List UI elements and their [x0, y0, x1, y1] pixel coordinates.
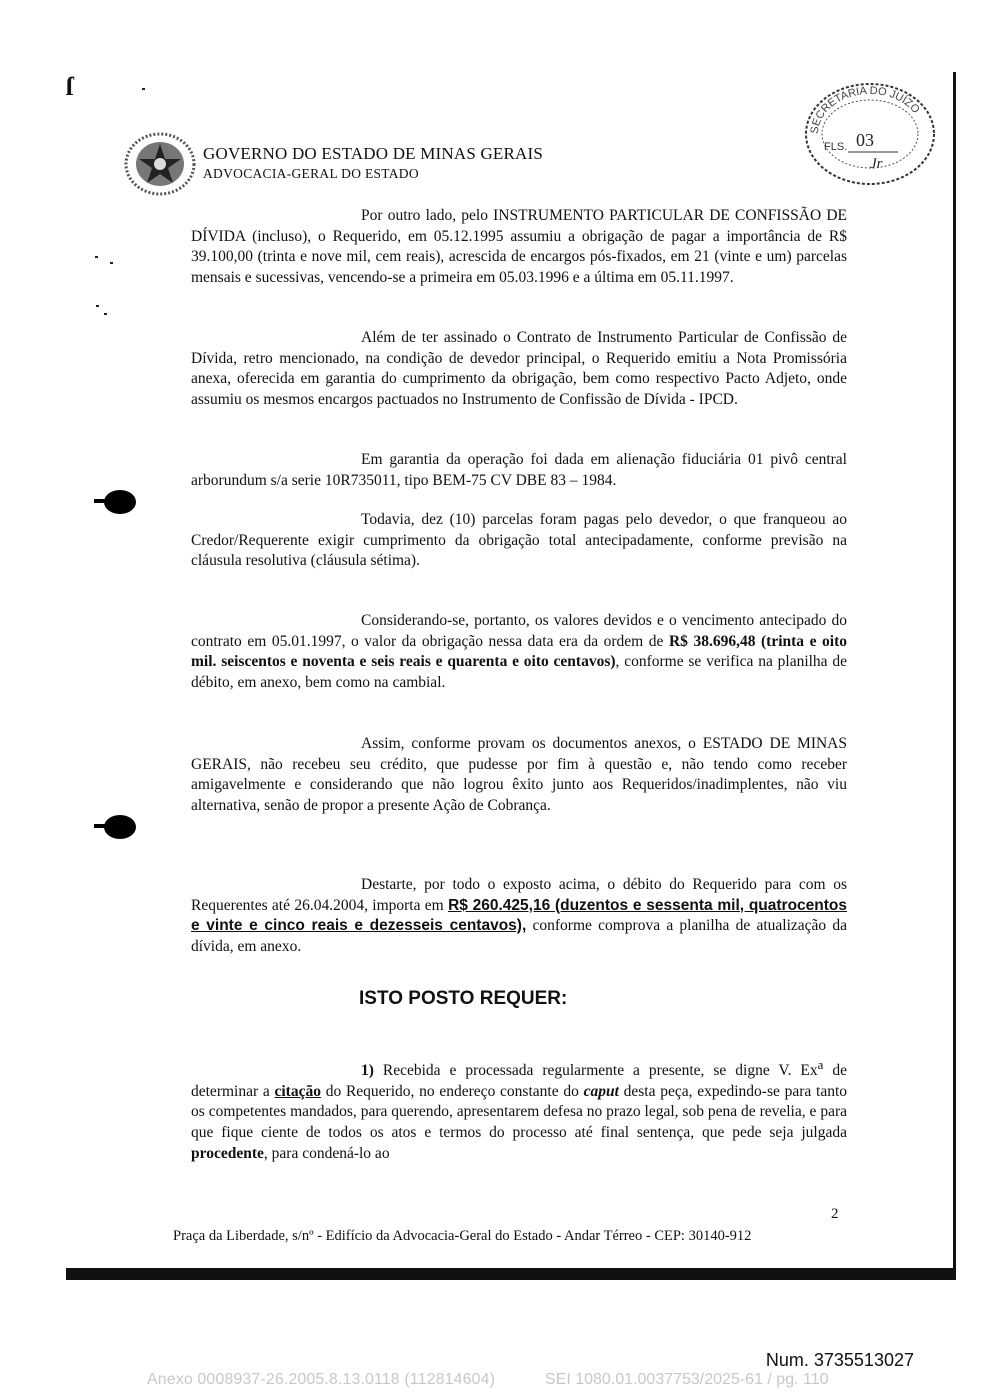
- court-stamp-icon: [800, 78, 940, 190]
- paragraph-credito: Assim, conforme provam os documentos anexos, o ESTADO DE MINAS GERAIS, não recebeu seu crédito, que pudesse por fim à questão e, não tendo como receber amigavelmente e considerando que não logrou êxito junto aos Requeridos/inadimplentes, não viu alternativa, senão de propor a presente Ação de Cobrança.: [191, 735, 847, 814]
- paragraph-valor-obrigacao: Considerando-se, portanto, os valores devidos e o vencimento antecipado do contrato em 05.01.1997, o valor da obrigação nessa data era da ordem de R$ 38.696,48 (trinta e oito mil. seiscentos e noventa e seis reais e quarenta e oito centavos), conforme se verifica na planilha de débito, em anexo, bem como na cambial.: [191, 612, 847, 691]
- page-right-border: [953, 72, 956, 1280]
- stamp-arc-text: SECRETARIA DO JUÍZO: [808, 84, 922, 135]
- scan-speck: [110, 262, 113, 264]
- page-bottom-border: [66, 1268, 956, 1280]
- paragraph-requerimento: 1) Recebida e processada regularmente a presente, se digne V. Ex$^a$ de determinar a citação do Requerido, no endereço constante do caput desta peça, expedindo-se para tanto os competentes mandados, para querendo, apresentarem defesa no prazo legal, sob pena de revelia, e para que fique ciente de todos os atos e termos do processo até final sentença, que pede seja julgada procedente, para condená-lo ao: [191, 1057, 848, 1162]
- section-heading: ISTO POSTO REQUER:: [359, 988, 568, 1009]
- header-subtitle: ADVOCACIA-GERAL DO ESTADO: [203, 166, 419, 181]
- paragraph-confissao: Por outro lado, pelo INSTRUMENTO PARTICULAR DE CONFISSÃO DE DÍVIDA (incluso), o Requerido, em 05.12.1995 assumiu a obrigação de pagar a importância de R$ 39.100,00 (trinta e nove mil, cem reais), acrescida de encargos pós-fixados, em 21 (vinte e um) parcelas mensais e sucessivas, vencendo-se a primeira em 05.03.1996 e a última em 05.11.1997.: [191, 207, 847, 286]
- procedente: procedente: [191, 1144, 264, 1162]
- sei-reference: SEI 1080.01.0037753/2025-61 / pg. 110: [545, 1371, 829, 1388]
- paragraph-parcelas: Todavia, dez (10) parcelas foram pagas pelo devedor, o que franqueou ao Credor/Requerente exigir cumprimento da obrigação total antecipadamente, conforme previsão na cláusula resolutiva (cláusula sétima).: [191, 511, 847, 570]
- caput: caput: [583, 1082, 619, 1100]
- valor-debito: R$ 260.425,16 (duzentos e sessenta mil, quatrocentos e vinte e cinco reais e dezesseis centavos),: [191, 896, 848, 935]
- citacao: citação: [274, 1082, 321, 1100]
- anexo-reference: Anexo 0008937-26.2005.8.13.0118 (112814604): [147, 1371, 496, 1388]
- coat-of-arms-icon: [123, 132, 197, 196]
- scan-speck: [96, 305, 99, 307]
- paragraph-garantia: Em garantia da operação foi dada em alienação fiduciária 01 pivô central arborundum s/a serie 10R735011, tipo BEM-75 CV DBE 83 – 1984.: [191, 451, 847, 489]
- header-title: GOVERNO DO ESTADO DE MINAS GERAIS: [203, 144, 544, 163]
- document-num: Num. 3735513027: [765, 1350, 914, 1370]
- corner-mark: ſ: [66, 72, 74, 101]
- scan-speck: [104, 313, 107, 315]
- scan-speck: [95, 256, 98, 258]
- valor-obrigacao: R$ 38.696,48 (trinta e oito mil. seiscentos e noventa e seis reais e quarenta e oito centavos): [191, 632, 847, 671]
- punch-hole-icon: [88, 812, 140, 842]
- stamp-number: 03: [856, 130, 874, 150]
- scan-speck: [142, 88, 145, 90]
- stamp-initials: Jr: [870, 156, 883, 172]
- paragraph-contrato: Além de ter assinado o Contrato de Instrumento Particular de Confissão de Dívida, retro mencionado, na condição de devedor principal, o Requerido emitiu a Nota Promissória anexa, oferecida em garantia do cumprimento da obrigação, bem como respectivo Pacto Adjeto, onde assumiu os mesmos encargos pactuados no Instrumento de Confissão de Dívida - IPCD.: [191, 329, 847, 408]
- paragraph-debito: Destarte, por todo o exposto acima, o débito do Requerido para com os Requerentes até 26.04.2004, importa em R$ 260.425,16 (duzentos e sessenta mil, quatrocentos e vinte e cinco reais e dezesseis centavos), conforme comprova a planilha de atualização da dívida, em anexo.: [191, 876, 848, 955]
- stamp-label: FLS.: [824, 141, 848, 153]
- punch-hole-icon: [88, 487, 140, 517]
- footer-address: Praça da Liberdade, s/nº - Edifício da Advocacia-Geral do Estado - Andar Térreo - CEP: 30140-912: [173, 1228, 752, 1244]
- page-number: 2: [831, 1206, 839, 1222]
